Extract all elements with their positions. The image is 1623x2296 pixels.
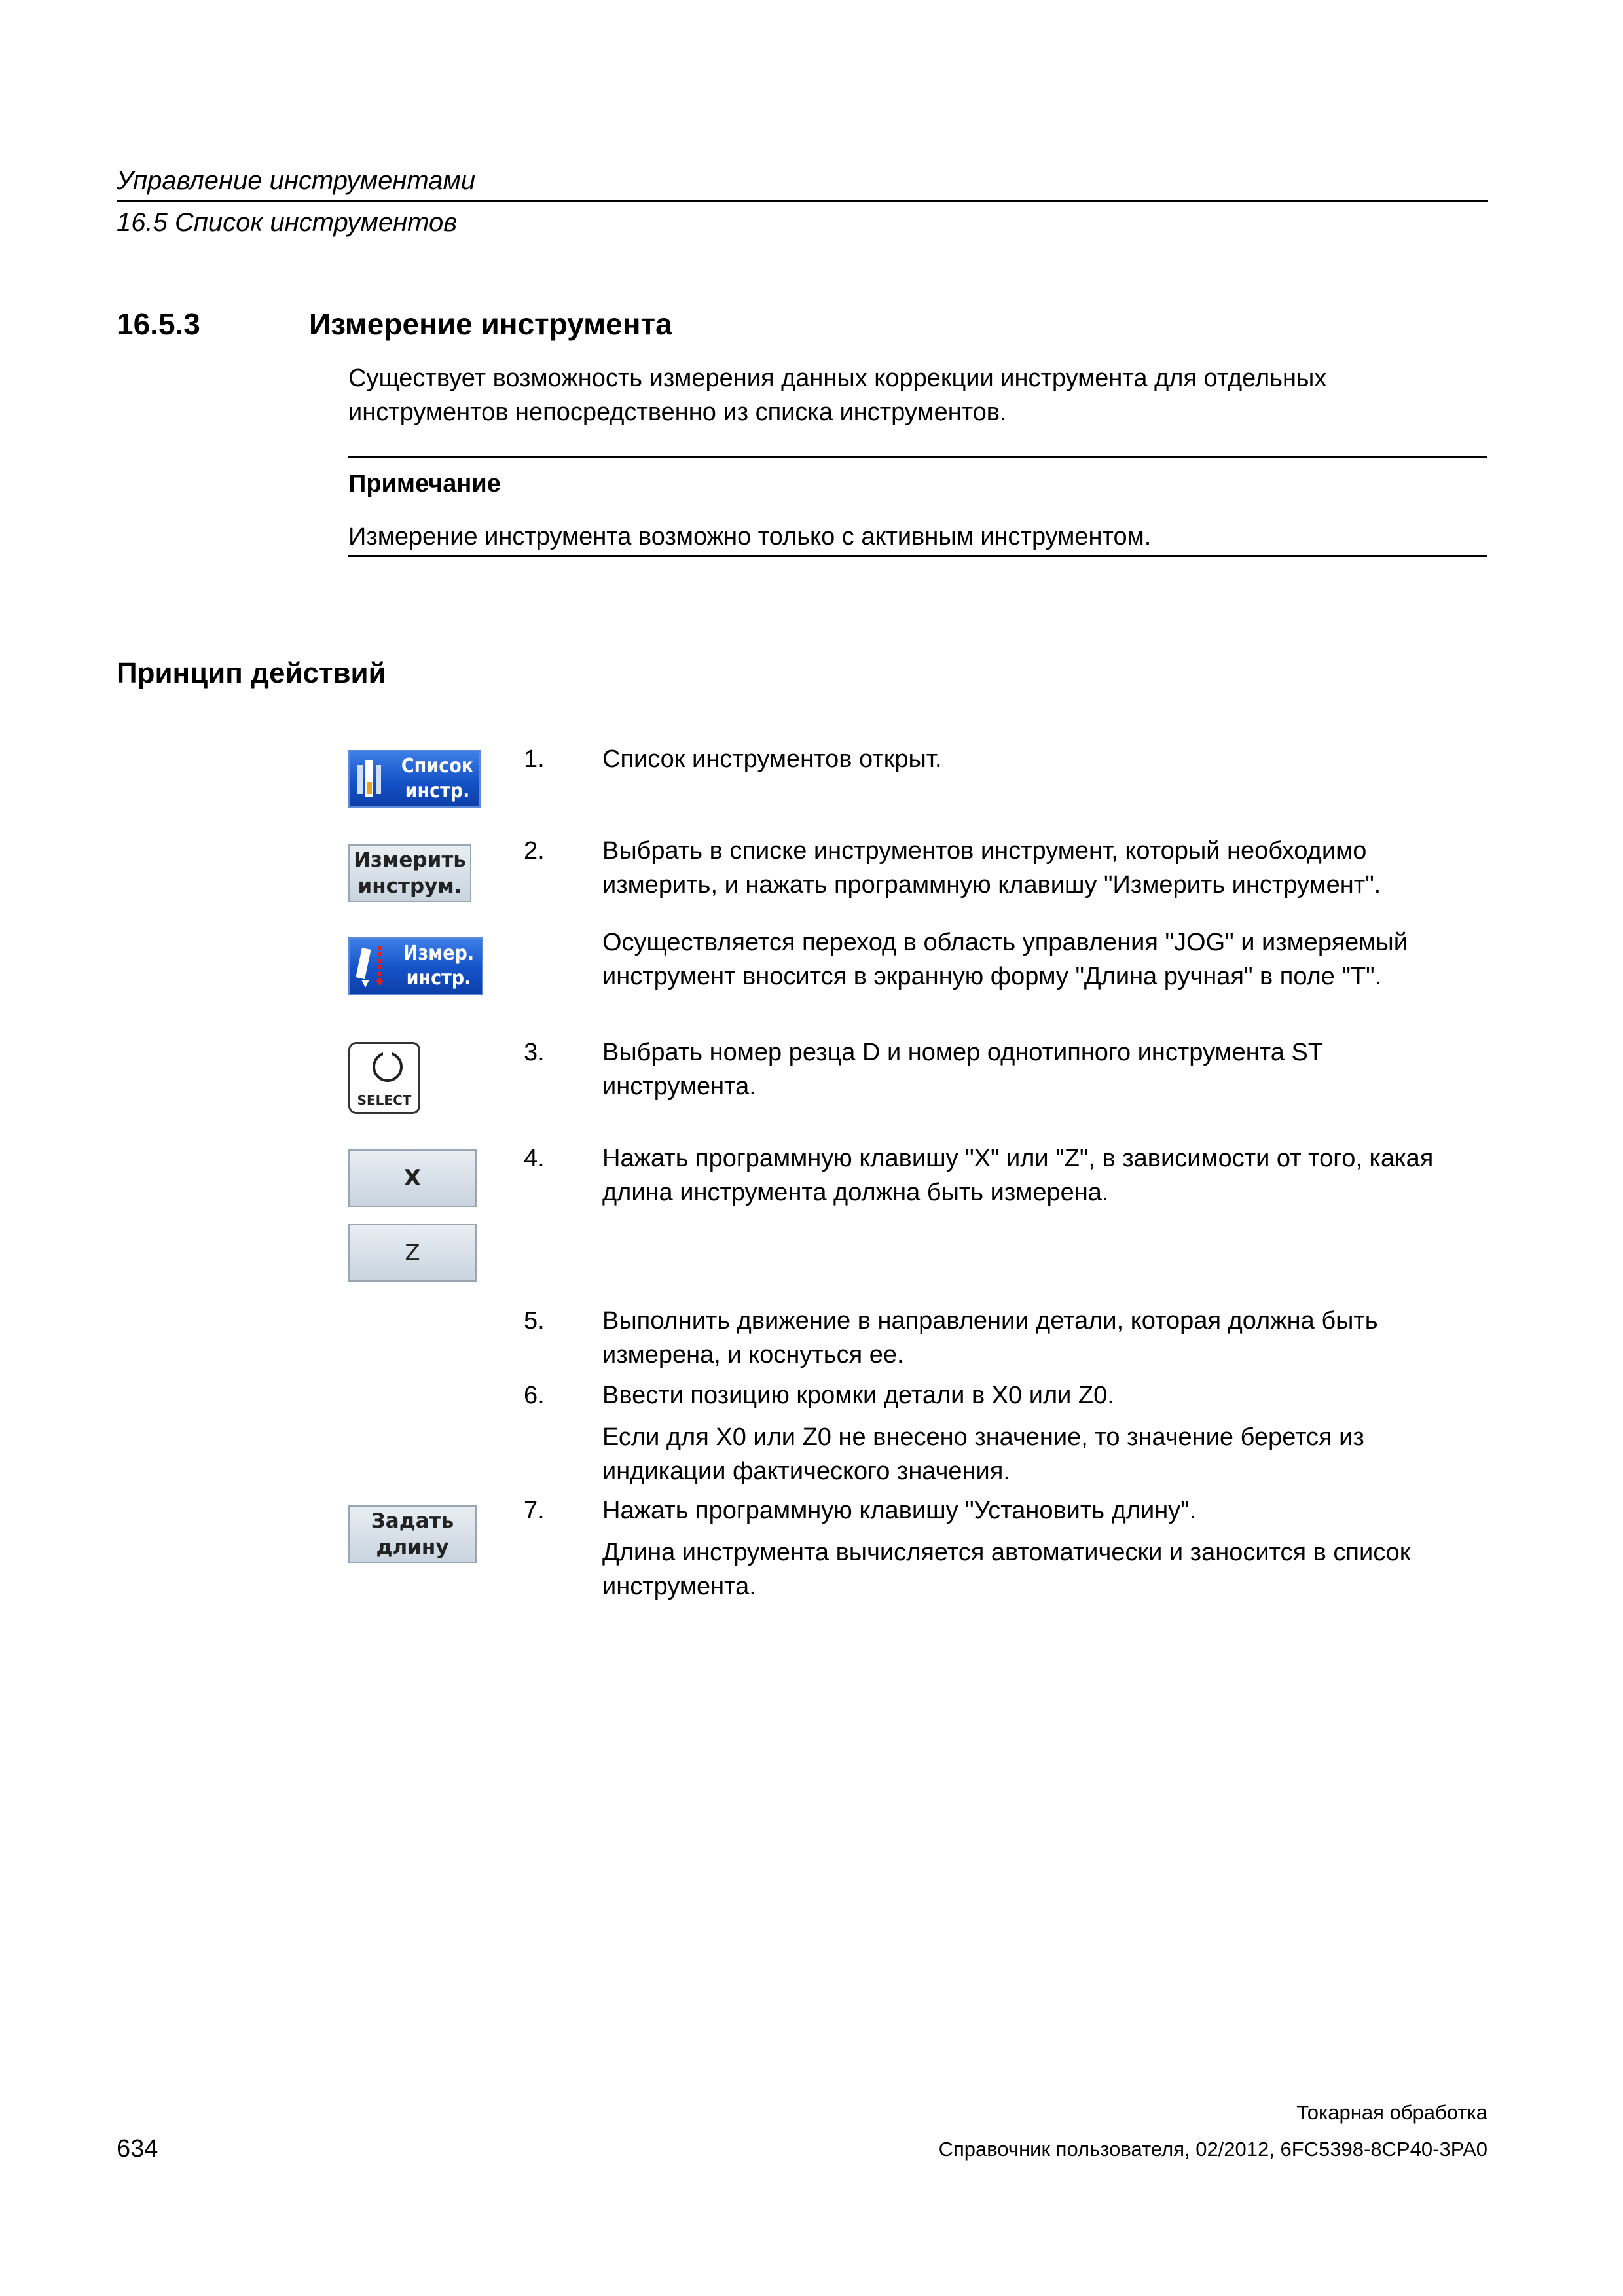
step-text: Выбрать в списке инструментов инструмент, который необходимо измерить, и нажать программную клавишу "Измерить инструмент". — [602, 837, 1381, 899]
x-softkey-label: X — [403, 1165, 422, 1191]
z-softkey-label: Z — [405, 1240, 420, 1266]
measure-tool-label-line2: инструм. — [357, 874, 462, 898]
tool-list-label — [395, 754, 479, 804]
select-key-label: SELECT — [357, 1092, 412, 1108]
step-number: 7. — [524, 1497, 545, 1524]
tool-list-softkey[interactable] — [348, 750, 481, 808]
step-text: Нажать программную клавишу "Установить длину". — [602, 1497, 1197, 1524]
step-text: Ввести позицию кромки детали в X0 или Z0. — [602, 1382, 1114, 1409]
header-section: 16.5 Список инструментов — [117, 208, 458, 237]
section-intro: Существует возможность измерения данных коррекции инструмента для отдельных инструментов непосредственно из списка инструментов. — [348, 365, 1327, 426]
meas-tool-label-line2: инстр. — [406, 967, 471, 990]
step-text: Нажать программную клавишу "X" или "Z", в зависимости от того, какая длина инструмента должна быть измерена. — [602, 1145, 1434, 1206]
tool-list-icon — [350, 751, 395, 806]
footer-doc-ref: Справочник пользователя, 02/2012, 6FC5398-8CP40-3PA0 — [938, 2138, 1487, 2161]
step-text: Список инструментов открыт. — [602, 745, 942, 773]
set-length-label-line1: Задать — [371, 1509, 454, 1533]
section-number: 16.5.3 — [117, 307, 200, 341]
meas-tool-icon — [350, 939, 395, 994]
step-number: 1. — [524, 745, 545, 773]
section-title: Измерение инструмента — [309, 307, 672, 341]
page-number: 634 — [117, 2135, 158, 2162]
set-length-softkey[interactable] — [348, 1505, 477, 1563]
select-circle-gap — [383, 1049, 392, 1057]
step-number: 5. — [524, 1307, 545, 1335]
meas-tool-softkey[interactable] — [348, 937, 483, 995]
set-length-label-line2: длину — [376, 1535, 449, 1559]
step-text: Выполнить движение в направлении детали, которая должна быть измерена, и коснуться ее. — [602, 1307, 1378, 1369]
z-softkey[interactable] — [348, 1224, 477, 1282]
step-text: Осуществляется переход в область управления "JOG" и измеряемый инструмент вносится в экранную форму "Длина ручная" в поле "T". — [602, 929, 1408, 990]
header-chapter: Управление инструментами — [117, 166, 476, 195]
select-key[interactable] — [348, 1042, 420, 1114]
note-heading: Примечание — [348, 470, 501, 497]
measure-tool-softkey[interactable] — [348, 844, 471, 902]
note-text: Измерение инструмента возможно только с активным инструментом. — [348, 523, 1152, 550]
header-rule — [117, 200, 1488, 202]
step-number: 3. — [524, 1039, 545, 1066]
note-bottom-rule — [348, 555, 1487, 557]
step-number: 6. — [524, 1382, 545, 1409]
footer-doc-title: Токарная обработка — [1296, 2101, 1487, 2124]
tool-list-label-line2: инстр. — [405, 780, 470, 802]
step-text: Выбрать номер резца D и номер однотипного инструмента ST инструмента. — [602, 1039, 1323, 1100]
step-number: 4. — [524, 1145, 545, 1172]
principle-heading: Принцип действий — [117, 657, 386, 689]
measure-tool-label-line1: Измерить — [354, 848, 466, 872]
step-text: Длина инструмента вычисляется автоматически и заносится в список инструмента. — [602, 1539, 1411, 1600]
step-number: 2. — [524, 837, 545, 865]
meas-tool-label — [395, 941, 482, 991]
tool-list-label-line1: Список — [401, 755, 474, 778]
note-top-rule — [348, 456, 1487, 458]
meas-tool-label-line1: Измер. — [403, 942, 475, 965]
x-softkey[interactable] — [348, 1149, 477, 1207]
step-text: Если для X0 или Z0 не внесено значение, то значение берется из индикации фактического значения. — [602, 1424, 1364, 1485]
